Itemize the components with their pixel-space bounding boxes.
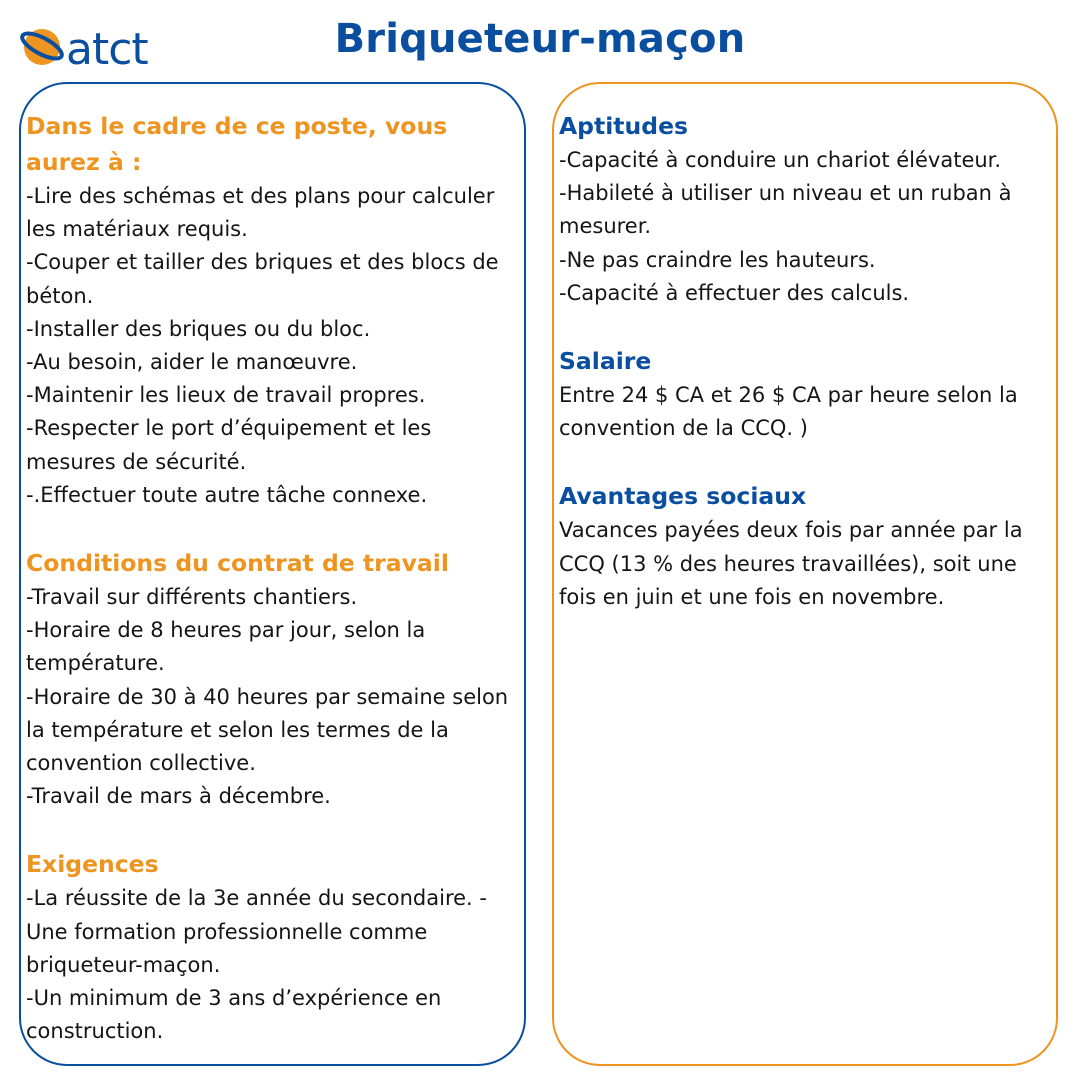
list-item: -Respecter le port d’équipement et les mesures de sécurité.: [26, 416, 438, 474]
list-item: -Au besoin, aider le manœuvre.: [26, 350, 358, 375]
list-item: Entre 24 $ CA et 26 $ CA par heure selon la convention de la CCQ. ): [559, 383, 1025, 441]
section-salary: [559, 343, 1052, 445]
list-item: -Un minimum de 3 ans d’expérience en construction.: [26, 986, 449, 1044]
list-item: -Couper et tailler des briques et des blocs de béton.: [26, 250, 506, 308]
list-item: -La réussite de la 3e année du secondaire. -Une formation professionnelle comme briqueteur-maçon.: [26, 886, 487, 977]
list-item: -Travail sur différents chantiers.: [26, 585, 358, 610]
list-item: -.Effectuer toute autre tâche connexe.: [26, 482, 428, 507]
section-heading: Dans le cadre de ce poste, vous aurez à :: [26, 112, 448, 176]
right-panel: [552, 82, 1058, 1066]
list-item: -Travail de mars à décembre.: [26, 784, 331, 809]
section-heading: Avantages sociaux: [559, 482, 807, 511]
list-item: -Ne pas craindre les hauteurs.: [559, 247, 876, 272]
left-panel: [19, 82, 526, 1066]
list-item: -Capacité à conduire un chariot élévateur.: [559, 148, 1002, 172]
section-heading: Salaire: [559, 347, 652, 376]
list-item: Vacances payées deux fois par année par la CCQ (13 % des heures travaillées), soit une fois en juin et une fois en novembre.: [559, 518, 1030, 609]
section-benefits: [559, 478, 1052, 614]
list-item: -Lire des schémas et des plans pour calculer les matériaux requis.: [26, 184, 502, 242]
list-item: -Habileté à utiliser un niveau et un ruban à mesurer.: [559, 181, 1019, 239]
list-item: -Capacité à effectuer des calculs.: [559, 280, 910, 305]
section-duties: [26, 108, 520, 512]
section-aptitudes: [559, 108, 1052, 310]
list-item: -Installer des briques ou du bloc.: [26, 316, 371, 341]
section-heading: Aptitudes: [559, 112, 689, 140]
list-item: -Horaire de 30 à 40 heures par semaine selon la température et selon les termes de la convention collective.: [26, 684, 515, 776]
section-heading: Conditions du contrat de travail: [26, 549, 449, 578]
page-title: Briqueteur-maçon: [334, 16, 746, 62]
section-requirements: [26, 846, 520, 1048]
svg-text:atct: atct: [66, 24, 148, 72]
list-item: -Horaire de 8 heures par jour, selon la température.: [26, 618, 432, 676]
section-conditions: [26, 545, 520, 813]
list-item: -Maintenir les lieux de travail propres.: [26, 383, 426, 408]
section-heading: Exigences: [26, 850, 159, 879]
